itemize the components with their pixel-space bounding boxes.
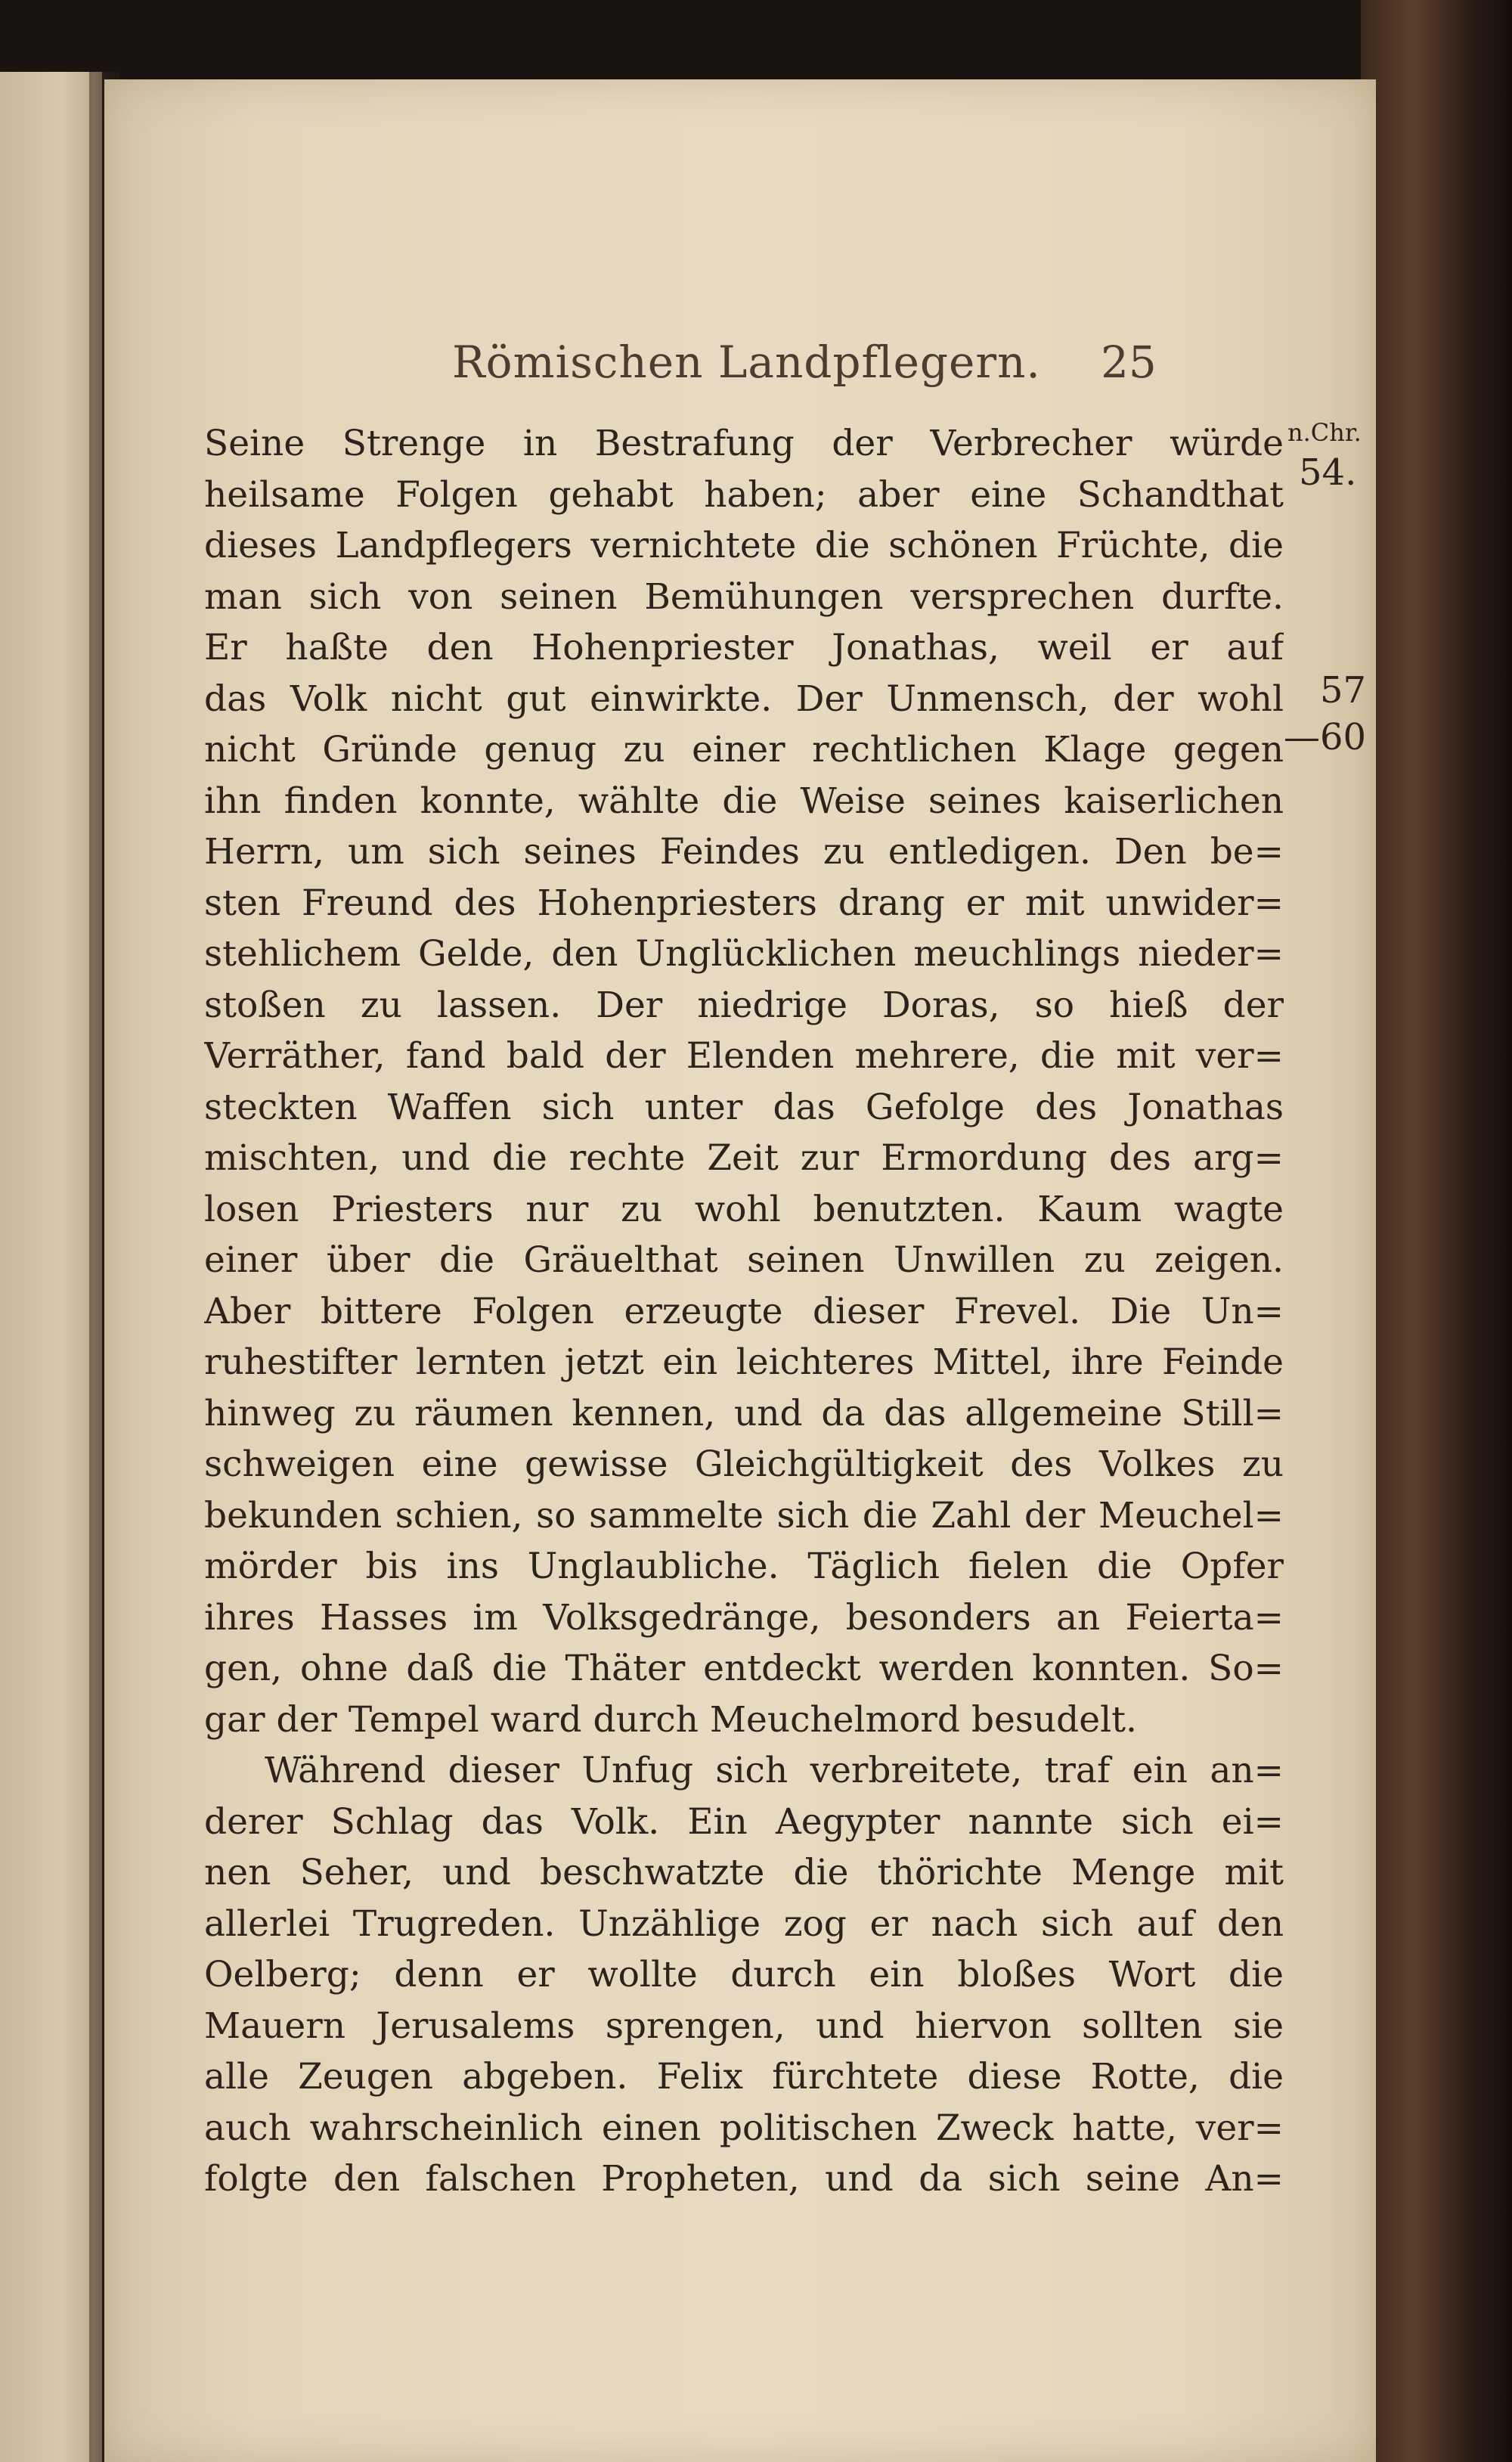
text-line: losen Priesters nur zu wohl benutzten. Kaum wagte [204,1188,1284,1230]
text-line: allerlei Trugreden. Unzählige zog er nach sich auf den [204,1902,1284,1945]
text-line: ihn finden konnte, wählte die Weise seines kaiserlichen [204,780,1284,822]
margin-note-year: —60 [1284,716,1367,758]
text-line: hinweg zu räumen kennen, und da das allgemeine Still= [204,1392,1284,1434]
text-line: folgte den falschen Propheten, und da sich seine An= [204,2158,1284,2200]
text-line: stoßen zu lassen. Der niedrige Doras, so hieß der [204,984,1284,1026]
text-line: Mauern Jerusalems sprengen, und hiervon sollten sie [204,2005,1284,2047]
text-line: gar der Tempel ward durch Meuchelmord besudelt. [204,1698,1137,1741]
text-line: Seine Strenge in Bestrafung der Verbrecher würde [204,423,1284,464]
text-line: einer über die Gräuelthat seinen Unwillen zu zeigen. [204,1239,1284,1281]
text-line: ruhestifter lernten jetzt ein leichteres Mittel, ihre Feinde [204,1341,1284,1383]
margin-note-year: 57 [1320,669,1367,712]
page-number: 25 [1101,336,1157,388]
text-line: steckten Waffen sich unter das Gefolge des Jonathas [204,1086,1284,1128]
running-head-title: Römischen Landpflegern. [452,336,1041,388]
text-line: Verräther, fand bald der Elenden mehrere, die mit ver= [204,1035,1284,1077]
facing-page-edge [0,72,102,2462]
text-line: Er haßte den Hohenpriester Jonathas, weil er auf [204,627,1284,668]
running-head [104,336,1376,397]
text-line: mischten, und die rechte Zeit zur Ermordung des arg= [204,1137,1284,1179]
text-line: derer Schlag das Volk. Ein Aegypter nannte sich ei= [204,1800,1284,1843]
margin-note-year: 54. [1299,451,1357,494]
text-line: Aber bittere Folgen erzeugte dieser Frevel. Die Un= [204,1290,1284,1332]
text-line: dieses Landpflegers vernichtete die schönen Früchte, die [204,525,1284,566]
text-line: stehlichem Gelde, den Unglücklichen meuchlings nieder= [204,933,1284,975]
body-text [204,418,1284,2205]
text-line: Während dieser Unfug sich verbreitete, traf ein an= [265,1750,1284,1791]
margin-note-era: n.Chr. [1287,418,1362,447]
book-cover-edge [1361,0,1512,2462]
text-line: schweigen eine gewisse Gleichgültigkeit des Volkes zu [204,1443,1284,1485]
text-line: man sich von seinen Bemühungen versprechen durfte. [204,575,1284,618]
text-line: nicht Gründe genug zu einer rechtlichen Klage gegen [204,729,1284,771]
text-line: ihres Hasses im Volksgedränge, besonders an Feierta= [204,1596,1284,1639]
text-line: mörder bis ins Unglaubliche. Täglich fielen die Opfer [204,1546,1284,1587]
text-line: alle Zeugen abgeben. Felix fürchtete diese Rotte, die [204,2056,1284,2098]
text-line: bekunden schien, so sammelte sich die Zahl der Meuchel= [204,1494,1284,1536]
text-line: nen Seher, und beschwatzte die thörichte Menge mit [204,1852,1284,1893]
text-line: heilsame Folgen gehabt haben; aber eine Schandthat [204,473,1284,516]
text-line: das Volk nicht gut einwirkte. Der Unmensch, der wohl [204,678,1284,720]
text-line: sten Freund des Hohenpriesters drang er mit unwider= [204,882,1284,924]
text-line: Oelberg; denn er wollte durch ein bloßes Wort die [204,1954,1284,1995]
text-line: gen, ohne daß die Thäter entdeckt werden konnten. So= [204,1648,1284,1689]
text-line: Herrn, um sich seines Feindes zu entledigen. Den be= [204,831,1284,873]
book-page [104,79,1376,2462]
text-line: auch wahrscheinlich einen politischen Zweck hatte, ver= [204,2107,1284,2149]
